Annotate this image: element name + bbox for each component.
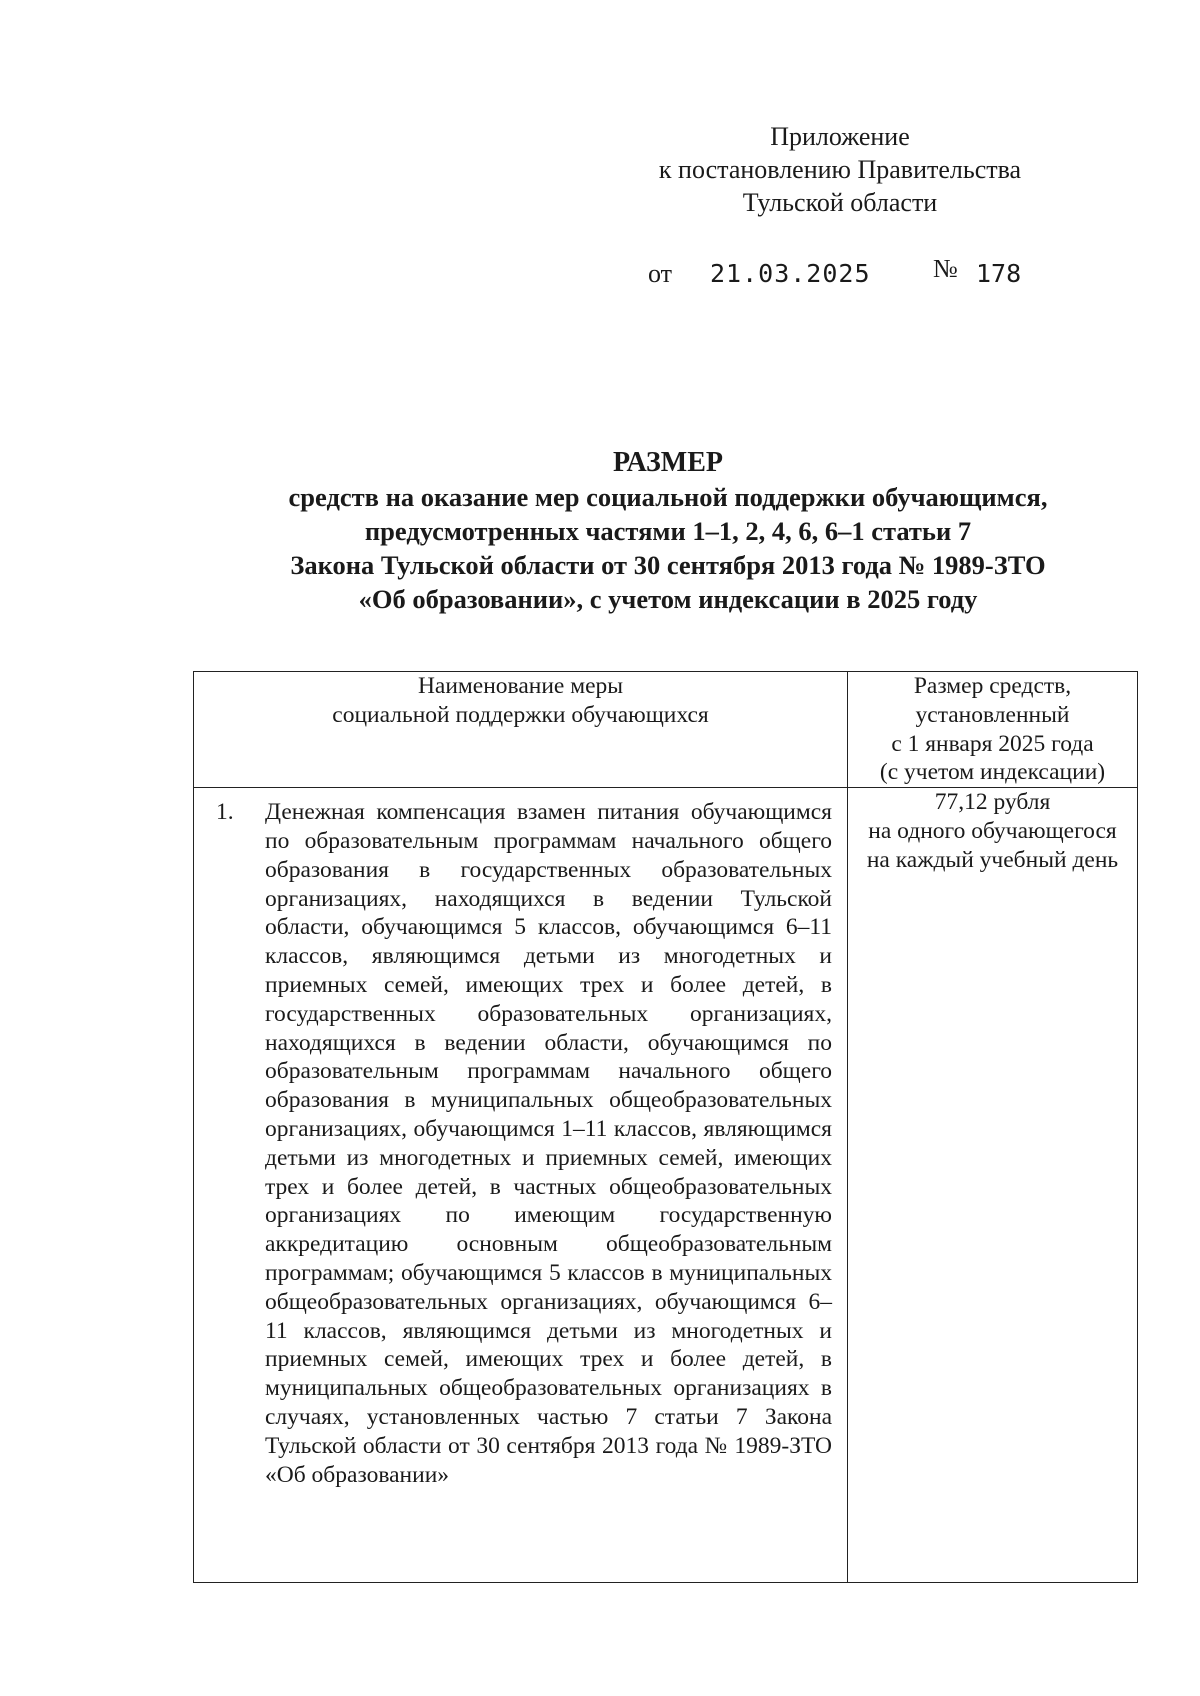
appendix-heading xyxy=(620,120,1060,219)
header-line: социальной поддержки обучающихся xyxy=(332,701,709,728)
ref-number-sign: № xyxy=(933,254,958,283)
title-line: средств на оказание мер социальной поддержки обучающимся, xyxy=(288,482,1048,512)
table-row xyxy=(194,788,1138,1583)
title-line: предусмотренных частями 1–1, 2, 4, 6, 6–1 статьи 7 xyxy=(364,516,972,546)
title-line: Закона Тульской области от 30 сентября 2013 года № 1989-ЗТО xyxy=(290,550,1046,580)
title-main: РАЗМЕР xyxy=(612,447,724,478)
header-line: установленный xyxy=(915,701,1070,728)
appendix-line: к постановлению Правительства xyxy=(658,155,1022,184)
header-amount xyxy=(848,672,1138,788)
header-line: с 1 января 2025 года xyxy=(891,730,1094,757)
support-measures-table xyxy=(193,671,1138,1583)
amount-cell xyxy=(848,788,1138,1583)
ref-number: 178 xyxy=(976,259,1022,288)
header-line: Размер средств, xyxy=(913,673,1072,699)
measure-description: Денежная компенсация взамен питания обучающимся по образовательным программам начального общего образования в государственных образовательных организациях, находящихся в ведении Тульской области, обучающимся 5 классов, обучающимся 6–11 классов, являющимся детьми из многодетных и приемных семей, имеющих трех и более детей, в государственных образовательных организациях, находящихся в ведении области, обучающимся по образовательным программам начального общего образования в муниципальных общеобразовательных организациях, обучающимся 1–11 классов, являющимся детьми из многодетных и приемных семей, имеющих трех и более детей, в частных общеобразовательных организациях по имеющим государственную аккредитацию основным общеобразовательным программам; обучающимся 5 классов в муниципальных общеобразовательных организациях, обучающимся 6–11 классов, являющимся детьми из многодетных и приемных семей, имеющих трех и более детей, в муниципальных общеобразовательных организациях в случаях, установленных частью 7 статьи 7 Закона Тульской области от 30 сентября 2013 года № 1989-ЗТО «Об образовании» xyxy=(265,799,832,1488)
measure-cell xyxy=(194,788,848,1583)
title-line: «Об образовании», с учетом индексации в 2025 году xyxy=(358,584,978,614)
amount-unit: на одного обучающегося xyxy=(868,817,1117,844)
row-number: 1. xyxy=(216,799,234,826)
header-line: Наименование меры xyxy=(417,673,624,699)
ref-prefix: от xyxy=(648,259,673,288)
header-line: (с учетом индексации) xyxy=(879,759,1106,786)
table-header-row xyxy=(194,672,1138,788)
amount-value: 77,12 рубля xyxy=(934,789,1051,816)
header-measure-name xyxy=(194,672,848,788)
appendix-line: Приложение xyxy=(770,122,910,151)
ref-date: 21.03.2025 xyxy=(710,259,871,288)
amount-period: на каждый учебный день xyxy=(866,846,1119,873)
document-title xyxy=(130,446,1200,616)
appendix-line: Тульской области xyxy=(742,188,938,217)
